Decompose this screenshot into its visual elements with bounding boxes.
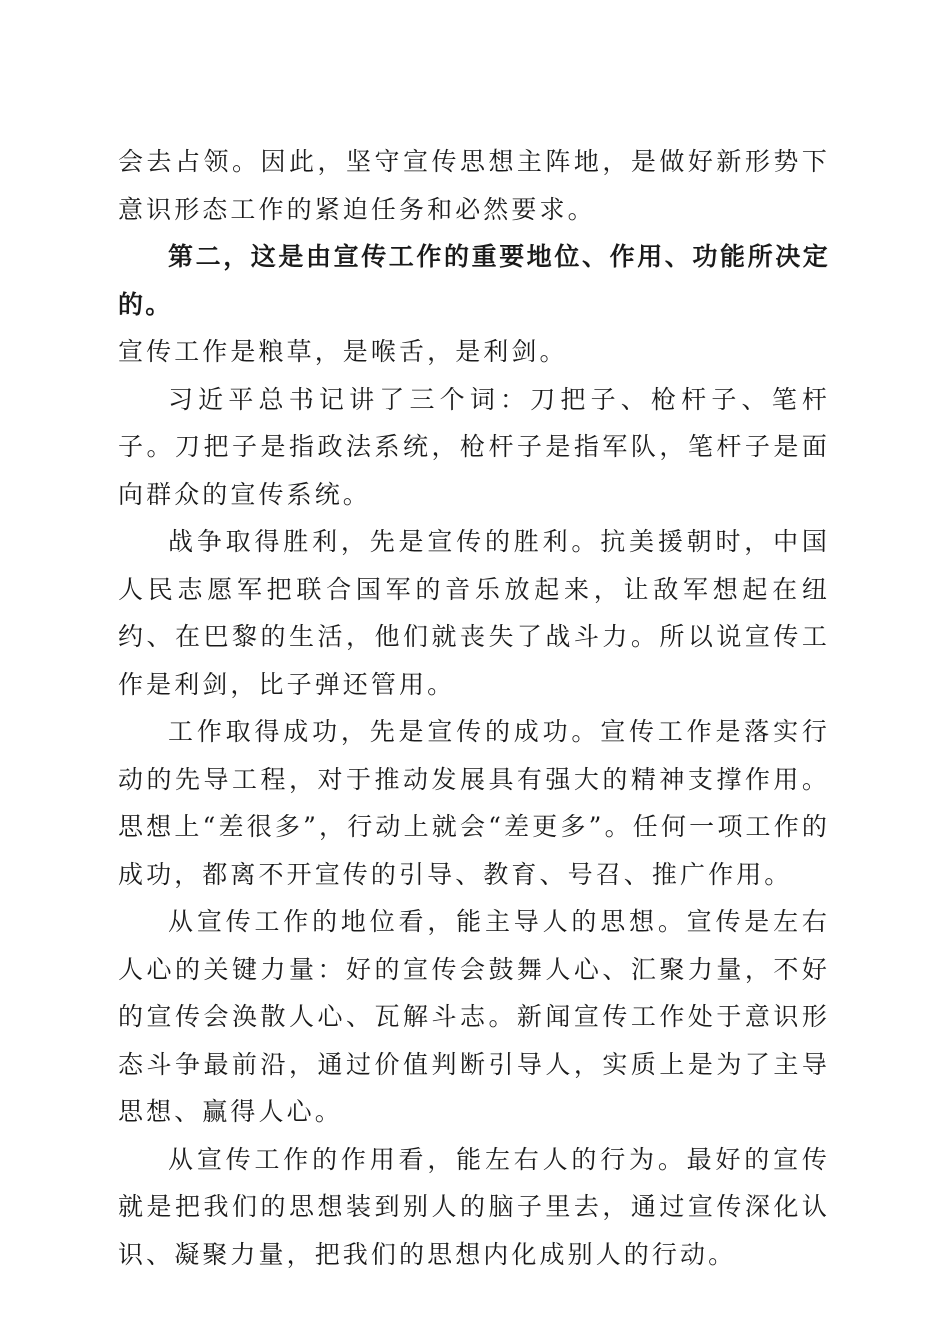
paragraph-continuation: 会去占领。因此，坚守宣传思想主阵地，是做好新形势下意识形态工作的紧迫任务和必然要求。 xyxy=(118,147,830,224)
paragraph-propaganda-roles: 宣传工作是粮草，是喉舌，是利剑。 xyxy=(118,337,568,366)
paragraph-status: 从宣传工作的地位看，能主导人的思想。宣传是左右人心的关键力量：好的宣传会鼓舞人心、汇聚力量，不好的宣传会涣散人心、瓦解斗志。新闻宣传工作处于意识形态斗争最前沿，通过价值判断引导人，实质上是为了主导思想、赢得人心。 xyxy=(118,907,830,1126)
paragraph-function: 从宣传工作的作用看，能左右人的行为。最好的宣传就是把我们的思想装到别人的脑子里去，通过宣传深化认识、凝聚力量，把我们的思想内化成别人的行动。 xyxy=(118,1144,830,1269)
paragraph-war-victory: 战争取得胜利，先是宣传的胜利。抗美援朝时，中国人民志愿军把联合国军的音乐放起来，让敌军想起在纽约、在巴黎的生活，他们就丧失了战斗力。所以说宣传工作是利剑，比子弹还管用。 xyxy=(118,527,830,699)
paragraph-heading-second: 第二，这是由宣传工作的重要地位、作用、功能所决定的。 xyxy=(118,242,830,319)
body-text xyxy=(118,138,830,1278)
paragraph-work-success: 工作取得成功，先是宣传的成功。宣传工作是落实行动的先导工程，对于推动发展具有强大的精神支撑作用。思想上“差很多”，行动上就会“差更多”。任何一项工作的成功，都离不开宣传的引导、教育、号召、推广作用。 xyxy=(118,717,830,889)
paragraph-three-words: 习近平总书记讲了三个词：刀把子、枪杆子、笔杆子。刀把子是指政法系统，枪杆子是指军队，笔杆子是面向群众的宣传系统。 xyxy=(118,384,830,509)
